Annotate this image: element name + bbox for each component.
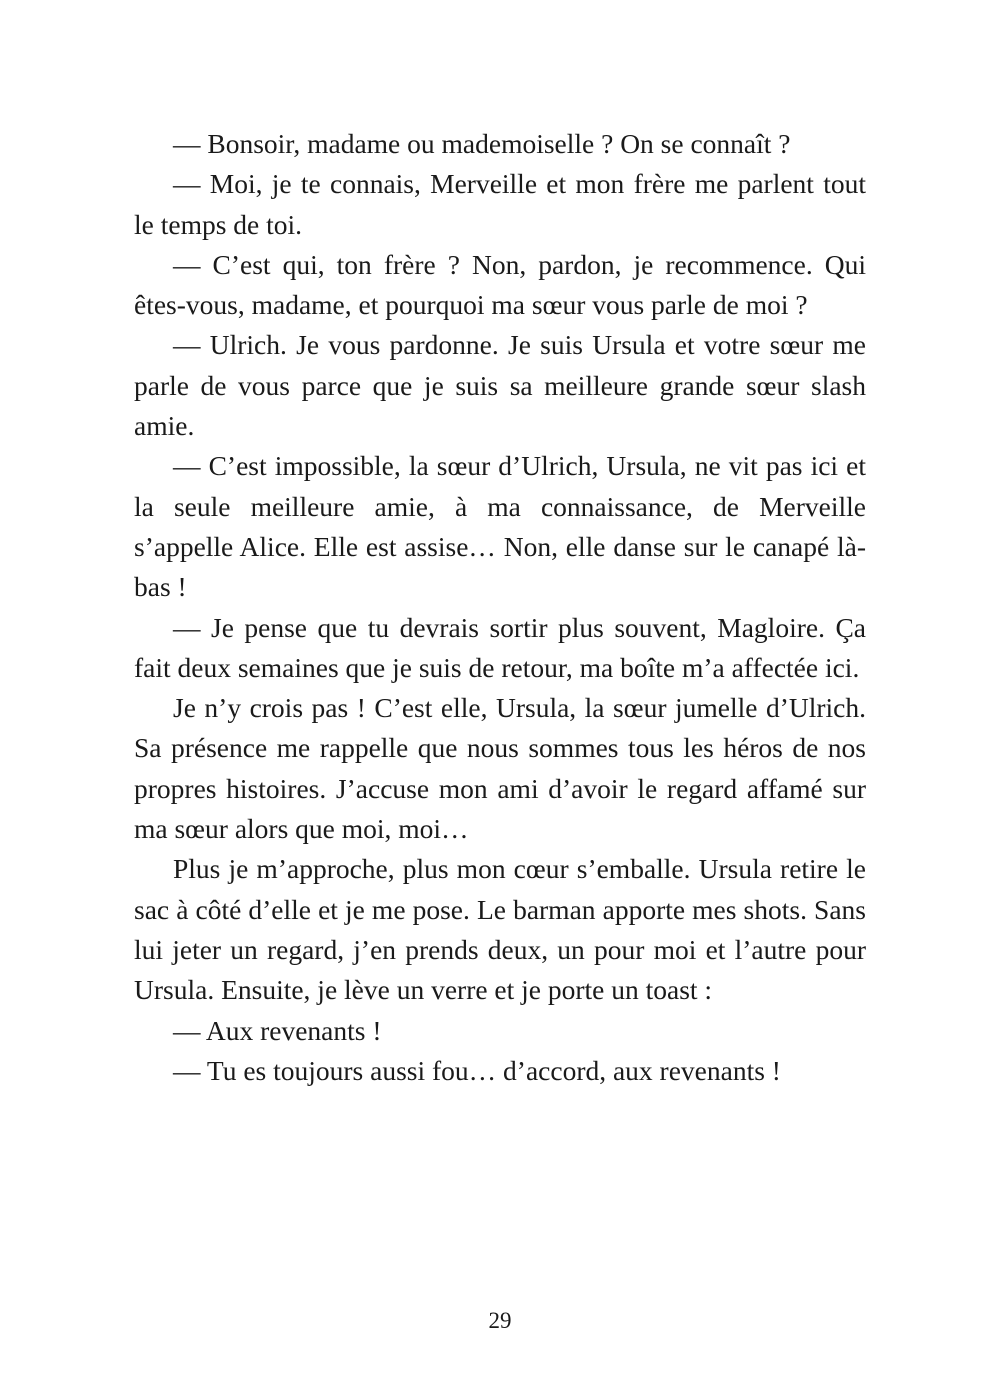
paragraph-dialogue-4: — Ulrich. Je vous pardonne. Je suis Ursula et votre sœur me parle de vous parce que je suis sa meilleure grande sœur slash amie. (134, 329, 866, 442)
page-number: 29 (488, 1308, 512, 1333)
paragraph-narration-2: Plus je m’approche, plus mon cœur s’emballe. Ursula retire le sac à côté d’elle et je me pose. Le barman apporte mes shots. Sans lui jeter un regard, j’en prends deux, un pour moi et l’autre pour Ursula. Ensuite, je lève un verre et je porte un toast : (134, 853, 866, 1006)
paragraph-dialogue-5: — C’est impossible, la sœur d’Ulrich, Ursula, ne vit pas ici et la seule meilleure amie, à ma connaissance, de Merveille s’appelle Alice. Elle est assise… Non, elle danse sur le canapé là-bas ! (134, 450, 866, 603)
paragraph-narration-1: Je n’y crois pas ! C’est elle, Ursula, la sœur jumelle d’Ulrich. Sa présence me rappelle que nous sommes tous les héros de nos propres histoires. J’accuse mon ami d’avoir le regard affamé sur ma sœur alors que moi, moi… (134, 692, 866, 845)
body-text (134, 124, 866, 1091)
paragraph-dialogue-8: — Tu es toujours aussi fou… d’accord, aux revenants ! (173, 1054, 781, 1086)
paragraph-dialogue-7: — Aux revenants ! (173, 1014, 382, 1046)
paragraph-dialogue-2: — Moi, je te connais, Merveille et mon frère me parlent tout le temps de toi. (134, 168, 866, 240)
paragraph-dialogue-3: — C’est qui, ton frère ? Non, pardon, je recommence. Qui êtes-vous, madame, et pourquoi ma sœur vous parle de moi ? (134, 248, 866, 321)
paragraph-dialogue-6: — Je pense que tu devrais sortir plus souvent, Magloire. Ça fait deux semaines que je suis de retour, ma boîte m’a affectée ici. (134, 611, 866, 683)
paragraph-dialogue-1: — Bonsoir, madame ou mademoiselle ? On se connaît ? (173, 128, 791, 159)
